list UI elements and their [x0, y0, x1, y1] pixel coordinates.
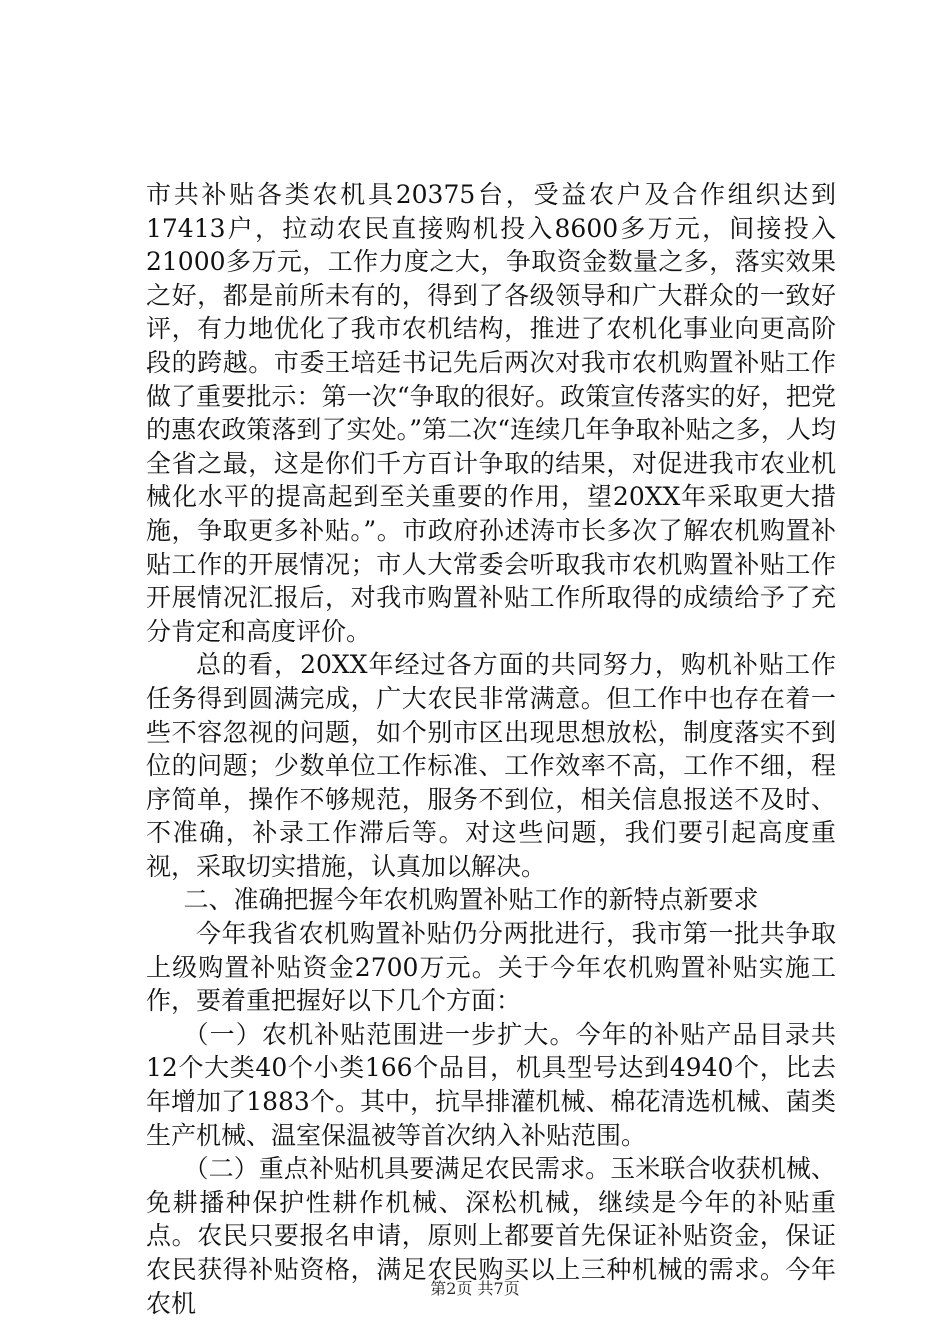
paragraph-item-1: （一）农机补贴范围进一步扩大。今年的补贴产品目录共12个大类40个小类166个品目，机具型号达到4940个，比去年增加了1883个。其中，抗旱排灌机械、棉花清选机械、菌类生产机械、温室保温被等首次纳入补贴范围。 — [146, 1019, 836, 1150]
paragraph-continuation: 市共补贴各类农机具20375台，受益农户及合作组织达到17413户，拉动农民直接购机投入8600多万元，间接投入21000多万元，工作力度之大，争取资金数量之多，落实效果之好，都是前所未有的，得到了各级领导和广大群众的一致好评，有力地优化了我市农机结构，推进了农机化事业向更高阶段的跨越。市委王培廷书记先后两次对我市农机购置补贴工作做了重要批示：第一次“争取的很好。政策宣传落实的好，把党的惠农政策落到了实处。”第二次“连续几年争取补贴之多，人均全省之最，这是你们千方百计争取的结果，对促进我市农业机械化水平的提高起到至关重要的作用，望20XX年采取更大措施，争取更多补贴。”。市政府孙述涛市长多次了解农机购置补贴工作的开展情况；市人大常委会听取我市农机购置补贴工作开展情况汇报后，对我市购置补贴工作所取得的成绩给予了充分肯定和高度评价。 — [146, 180, 836, 646]
section-heading: 二、准确把握今年农机购置补贴工作的新特点新要求 — [183, 885, 759, 915]
document-body — [146, 178, 836, 1320]
paragraph-summary: 总的看，20XX年经过各方面的共同努力，购机补贴工作任务得到圆满完成，广大农民非常满意。但工作中也存在着一些不容忽视的问题，如个别市区出现思想放松，制度落实不到位的问题；少数单位工作标准、工作效率不高，工作不细，程序简单，操作不够规范，服务不到位，相关信息报送不及时、不准确，补录工作滞后等。对这些问题，我们要引起高度重视，采取切实措施，认真加以解决。 — [146, 650, 836, 881]
page-number-footer: 第2页 共7页 — [430, 1279, 520, 1298]
paragraph-item-2: （二）重点补贴机具要满足农民需求。玉米联合收获机械、免耕播种保护性耕作机械、深松机械，继续是今年的补贴重点。农民只要报名申请，原则上都要首先保证补贴资金，保证农民获得补贴资格，满足农民购买以上三种机械的需求。今年农机 — [146, 1154, 836, 1318]
paragraph-intro: 今年我省农机购置补贴仍分两批进行，我市第一批共争取上级购置补贴资金2700万元。关于今年农机购置补贴实施工作，要着重把握好以下几个方面： — [146, 919, 836, 1016]
